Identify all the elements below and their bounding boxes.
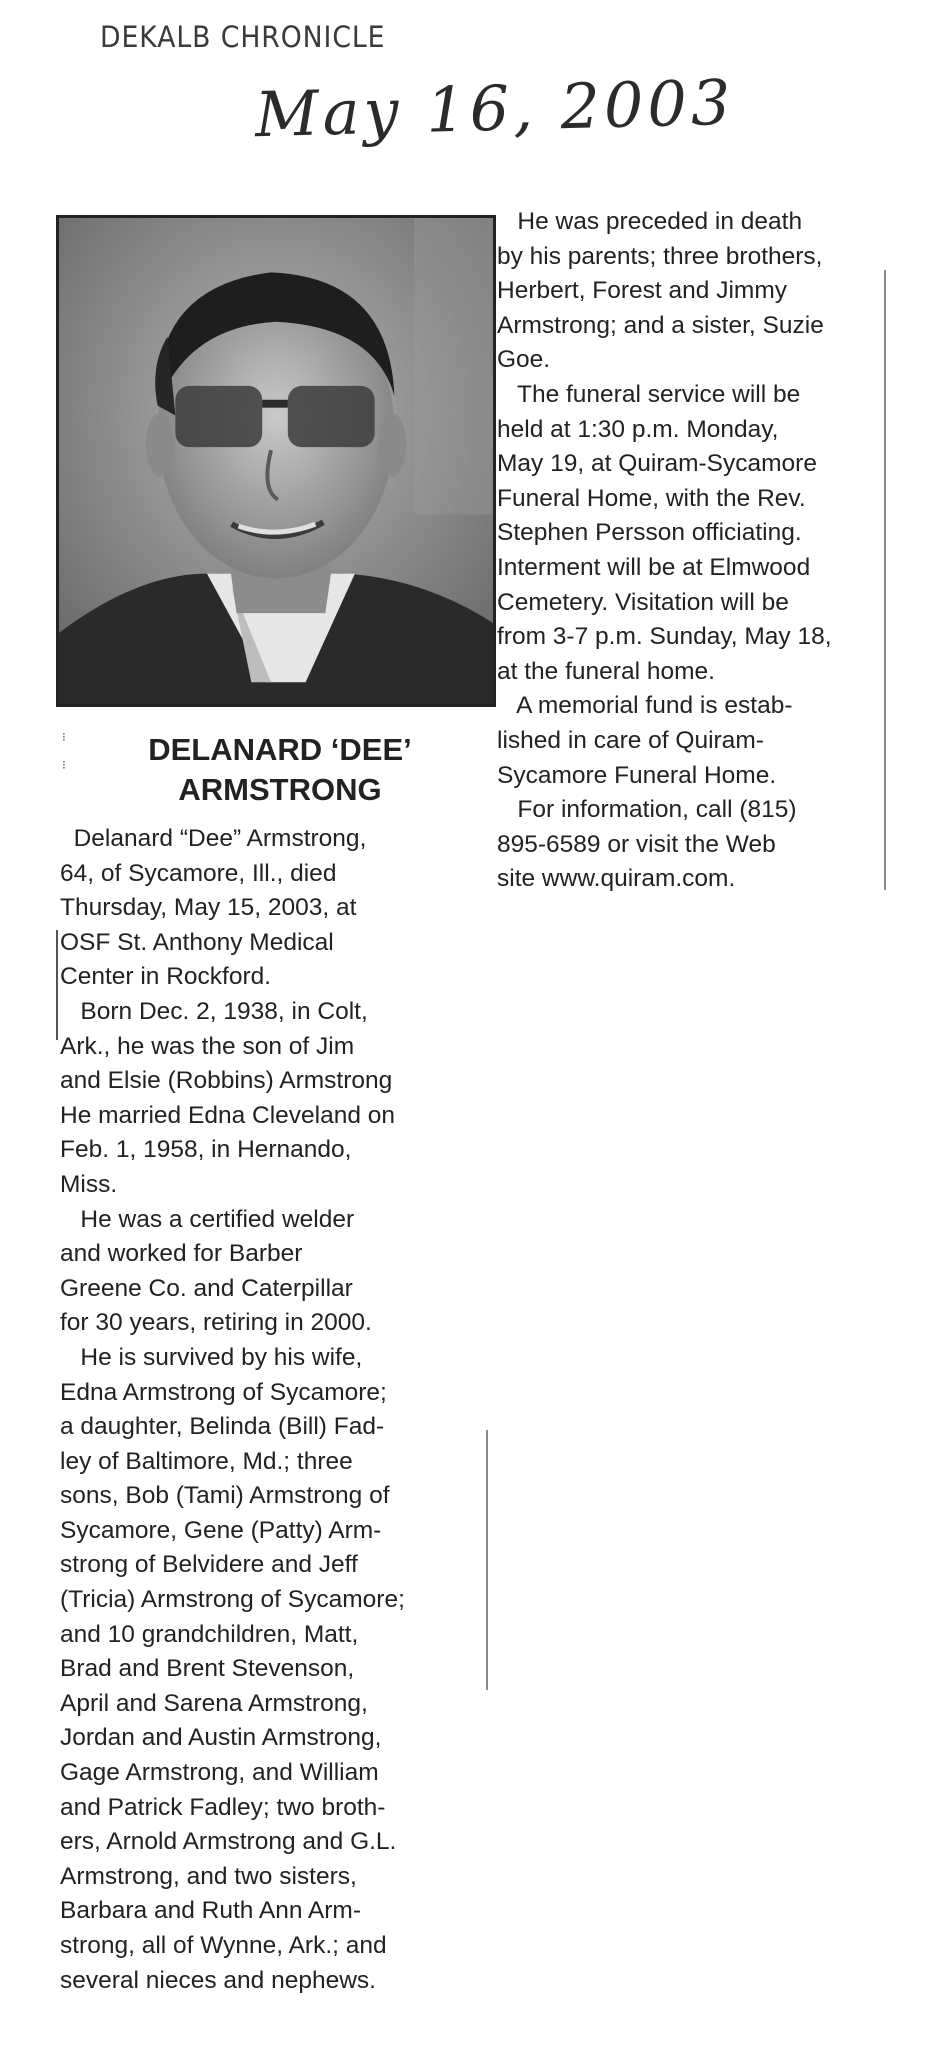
text-line: and worked for Barber (60, 1240, 303, 1268)
text-line: Herbert, Forest and Jimmy (497, 277, 787, 305)
column-rule-left-top (56, 930, 58, 1040)
text-line: Miss. (60, 1170, 118, 1198)
text-line: and Patrick Fadley; two broth- (60, 1793, 386, 1821)
text-line: May 19, at Quiram-Sycamore (497, 450, 817, 478)
text-line: Ark., he was the son of Jim (60, 1032, 355, 1060)
text-line: Feb. 1, 1958, in Hernando, (60, 1136, 352, 1164)
text-line: 895-6589 or visit the Web (497, 830, 776, 858)
text-line: held at 1:30 p.m. Monday, (497, 415, 779, 443)
column-rule-center (486, 1430, 488, 1690)
text-line: 64, of Sycamore, Ill., died (60, 859, 337, 887)
text-line: Stephen Persson officiating. (497, 519, 802, 547)
text-line: The funeral service will be (497, 380, 801, 408)
text-line: He married Edna Cleveland on (60, 1101, 396, 1129)
text-line: Jordan and Austin Armstrong, (60, 1724, 382, 1752)
text-line: strong of Belvidere and Jeff (60, 1551, 358, 1579)
text-line: site www.quiram.com. (497, 865, 736, 893)
portrait-photo (56, 215, 496, 707)
text-line: and Elsie (Robbins) Armstrong (60, 1067, 393, 1095)
text-line: Cemetery. Visitation will be (497, 588, 789, 616)
text-line: and 10 grandchildren, Matt, (60, 1620, 359, 1648)
text-line: For information, call (815) (497, 796, 797, 824)
headline-line-2: ARMSTRONG (178, 772, 382, 807)
text-line: Funeral Home, with the Rev. (497, 484, 806, 512)
obituary-headline (60, 730, 500, 810)
text-line: Sycamore, Gene (Patty) Arm- (60, 1516, 382, 1544)
text-line: (Tricia) Armstrong of Sycamore; (60, 1586, 405, 1614)
text-line: Born Dec. 2, 1938, in Colt, (60, 997, 368, 1025)
text-line: A memorial fund is estab- (497, 692, 793, 720)
text-line: Center in Rockford. (60, 963, 272, 991)
text-line: by his parents; three brothers, (497, 242, 823, 270)
text-line: Greene Co. and Caterpillar (60, 1274, 353, 1302)
text-line: from 3-7 p.m. Sunday, May 18, (497, 623, 832, 651)
text-line: He was a certified welder (60, 1205, 355, 1233)
text-line: Brad and Brent Stevenson, (60, 1655, 355, 1683)
headline-line-1: DELANARD ‘DEE’ (148, 732, 412, 767)
text-line: April and Sarena Armstrong, (60, 1689, 368, 1717)
text-line: Delanard “Dee” Armstrong, (60, 825, 367, 852)
text-line: strong, all of Wynne, Ark.; and (60, 1932, 387, 1959)
text-line: Gage Armstrong, and William (60, 1759, 379, 1787)
text-line: Interment will be at Elmwood (497, 553, 811, 581)
text-line: sons, Bob (Tami) Armstrong of (60, 1482, 390, 1510)
text-line: a daughter, Belinda (Bill) Fad- (60, 1413, 385, 1441)
text-line: for 30 years, retiring in 2000. (60, 1309, 372, 1337)
text-line: Thursday, May 15, 2003, at (60, 894, 357, 922)
text-line: at the funeral home. (497, 657, 715, 685)
text-line: Barbara and Ruth Ann Arm- (60, 1897, 361, 1925)
left-column (60, 822, 405, 1998)
text-line: Goe. (497, 346, 551, 374)
text-line: He is survived by his wife, (60, 1343, 363, 1371)
text-line: Edna Armstrong of Sycamore; (60, 1378, 387, 1406)
text-line: lished in care of Quiram- (497, 726, 764, 754)
column-rule-right (884, 270, 886, 890)
handwritten-date: May 16, 2003 (254, 65, 736, 152)
scan-mark-left: ⁝ ⁝ (62, 730, 66, 772)
text-line: several nieces and nephews. (60, 1966, 376, 1994)
masthead: DEKALB CHRONICLE (100, 20, 386, 54)
text-line: He was preceded in death (497, 208, 803, 235)
text-line: ers, Arnold Armstrong and G.L. (60, 1828, 397, 1856)
text-line: Armstrong; and a sister, Suzie (497, 311, 824, 339)
text-line: ley of Baltimore, Md.; three (60, 1447, 353, 1475)
text-line: Sycamore Funeral Home. (497, 761, 777, 789)
text-line: Armstrong, and two sisters, (60, 1862, 357, 1890)
right-column (497, 205, 832, 897)
portrait-image (59, 218, 493, 704)
text-line: OSF St. Anthony Medical (60, 928, 334, 956)
